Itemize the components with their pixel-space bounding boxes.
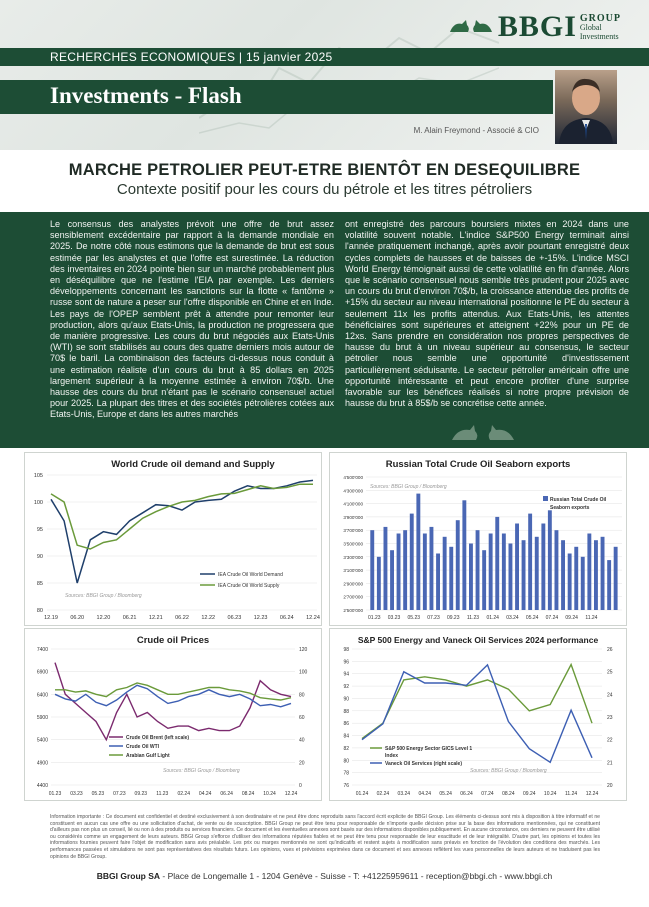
bar	[535, 537, 539, 610]
y-tick-label: 3'300'000	[343, 554, 363, 560]
x-tick-label: 02.24	[376, 791, 390, 797]
y-tick-label: 2'900'000	[343, 581, 363, 587]
legend-label: Seaborn exports	[550, 505, 590, 511]
bar	[555, 530, 559, 610]
x-tick-label: 07.23	[113, 791, 126, 797]
chart-russian-exports	[329, 452, 627, 626]
y-tick-label-right: 20	[607, 783, 613, 789]
bar	[403, 530, 407, 610]
y-tick-label: 80	[36, 608, 43, 614]
bar	[423, 534, 427, 611]
x-tick-label: 06.23	[227, 615, 242, 621]
series-line	[51, 480, 313, 583]
x-tick-label: 05.23	[91, 791, 105, 797]
x-tick-label: 09.24	[565, 615, 578, 621]
y-tick-label: 2'700'000	[343, 594, 363, 600]
legend-label: IEA Crude Oil World Supply	[218, 583, 280, 589]
bull-bear-icon	[448, 422, 518, 444]
y-tick-label-left: 78	[343, 770, 349, 777]
y-tick-label: 105	[33, 473, 43, 479]
bar	[601, 537, 605, 610]
footer-address: - Place de Longemalle 1 - 1204 Genève - Suisse - T: +41225959611 - reception@bbgi.ch - www.bbgi.ch	[160, 871, 553, 881]
x-tick-label: 01.24	[355, 791, 369, 797]
chart-title: Russian Total Crude Oil Seaborn exports	[385, 459, 571, 470]
bar	[384, 527, 388, 610]
page-subtitle: Contexte positif pour les cours du pétrole et les titres pétroliers	[116, 181, 533, 198]
bar	[614, 547, 618, 610]
y-tick-label-right: 20	[299, 760, 305, 767]
x-tick-label: 07.23	[427, 615, 440, 621]
chart-source: Sources: BBGI Group / Bloomberg	[470, 768, 547, 774]
bar	[436, 554, 440, 611]
x-tick-label: 12.24	[306, 615, 320, 621]
y-tick-label: 2'500'000	[343, 608, 363, 613]
x-tick-label: 08.24	[241, 791, 255, 797]
chart-source: Sources: BBGI Group / Bloomberg	[65, 593, 142, 599]
legend-label: Crude Oil Brent (left scale)	[126, 735, 190, 741]
y-tick-label: 3'900'000	[343, 514, 363, 520]
y-tick-label-left: 90	[343, 696, 349, 703]
y-tick-label: 4'500'000	[343, 475, 363, 480]
y-tick-label: 90	[36, 554, 43, 560]
x-tick-label: 03.23	[387, 615, 401, 621]
x-tick-label: 04.24	[418, 791, 431, 797]
legend-swatch	[543, 496, 548, 501]
x-tick-label: 09.23	[134, 791, 148, 797]
x-tick-label: 07.24	[481, 791, 494, 797]
bar	[502, 534, 506, 611]
x-tick-label: 09.23	[446, 615, 460, 621]
bar	[410, 514, 414, 610]
y-tick-label: 3'100'000	[343, 568, 363, 574]
x-tick-label: 01.24	[486, 615, 499, 621]
legend-label: IEA Crude Oil World Demand	[218, 572, 283, 578]
x-tick-label: 12.19	[44, 615, 58, 621]
bar	[515, 524, 519, 611]
y-tick-label-left: 86	[343, 721, 349, 728]
x-tick-label: 05.24	[525, 615, 539, 621]
bar	[548, 510, 552, 610]
x-tick-label: 08.24	[502, 791, 515, 797]
bar	[495, 517, 499, 610]
chart-canvas	[25, 453, 323, 627]
y-tick-label-right: 0	[299, 783, 302, 789]
y-tick-label-left: 5400	[36, 737, 48, 744]
bar	[476, 530, 480, 610]
footer-contact	[0, 871, 649, 881]
y-tick-label-left: 6900	[36, 669, 48, 676]
x-tick-label: 11.24	[585, 615, 598, 621]
y-tick-label-right: 80	[299, 692, 305, 699]
x-tick-label: 01.23	[368, 615, 381, 621]
y-tick-label-left: 92	[343, 684, 349, 691]
y-tick-label-left: 5900	[36, 715, 48, 721]
bar	[568, 554, 572, 611]
legend-label: S&P 500 Energy Sector GICS Level 1	[385, 746, 473, 752]
y-tick-label: 4'300'000	[343, 488, 363, 494]
x-tick-label: 11.23	[156, 791, 169, 797]
y-tick-label: 3'700'000	[343, 528, 363, 534]
brand-group-text: GROUP Global Investments	[579, 12, 621, 41]
bull-bear-logo-icon	[448, 16, 494, 38]
y-tick-label-left: 98	[343, 647, 349, 653]
y-tick-label-right: 120	[299, 647, 308, 653]
x-tick-label: 04.24	[198, 791, 212, 797]
x-tick-label: 06.20	[70, 615, 85, 621]
bar	[522, 540, 526, 610]
x-tick-label: 06.22	[175, 615, 189, 621]
y-tick-label-left: 88	[343, 708, 349, 715]
legend-label: Russian Total Crude Oil	[550, 497, 607, 503]
bar	[607, 560, 611, 610]
y-tick-label-right: 22	[607, 737, 613, 744]
bar	[469, 544, 473, 611]
author-portrait-icon	[555, 70, 617, 144]
chart-demand-supply	[24, 452, 322, 626]
bar	[390, 550, 394, 610]
article-body	[0, 212, 649, 448]
bar	[370, 530, 374, 610]
chart-canvas	[25, 629, 323, 802]
y-tick-label: 4'100'000	[343, 501, 363, 507]
y-tick-label-right: 26	[607, 647, 613, 653]
legend-label: Vaneck Oil Services (right scale)	[385, 761, 462, 767]
bar	[594, 540, 598, 610]
chart-canvas	[330, 629, 628, 802]
y-tick-label-right: 23	[607, 715, 613, 721]
x-tick-label: 05.24	[439, 791, 452, 797]
bar	[443, 537, 447, 610]
bar	[430, 527, 434, 610]
x-tick-label: 06.24	[460, 791, 473, 797]
y-tick-label-left: 80	[343, 758, 349, 765]
series-line	[55, 663, 291, 740]
bar	[509, 544, 513, 611]
x-tick-label: 01.23	[48, 791, 62, 797]
y-tick-label-right: 40	[299, 737, 305, 744]
bar	[541, 524, 545, 611]
header-band	[0, 0, 649, 150]
y-tick-label-right: 21	[607, 760, 613, 767]
legend-label: Arabian Gulf Light	[126, 753, 170, 759]
bar	[574, 547, 578, 610]
bar	[489, 534, 493, 611]
chart-sp500-vaneck	[329, 628, 627, 801]
y-tick-label-left: 7400	[36, 647, 48, 653]
x-tick-label: 09.24	[523, 791, 536, 797]
x-tick-label: 03.23	[70, 791, 83, 797]
y-tick-label-left: 76	[343, 783, 349, 789]
x-tick-label: 03.24	[506, 615, 519, 621]
chart-canvas	[330, 453, 628, 627]
y-tick-label: 100	[33, 500, 43, 506]
chart-title: World Crude oil demand and Supply	[111, 459, 275, 470]
x-tick-label: 06.21	[122, 615, 137, 621]
x-tick-label: 06.24	[279, 615, 294, 621]
x-tick-label: 10.24	[543, 791, 557, 797]
y-tick-label-right: 60	[299, 715, 305, 721]
research-date-label: RECHERCHES ECONOMIQUES | 15 janvier 2025	[50, 50, 333, 64]
bar	[377, 557, 381, 610]
bar	[416, 494, 420, 610]
y-tick-label-left: 4900	[36, 760, 48, 767]
research-topbar	[0, 48, 649, 66]
bar	[587, 534, 591, 611]
chart-title: Crude oil Prices	[136, 635, 210, 646]
x-tick-label: 12.22	[201, 615, 216, 621]
chart-crude-prices	[24, 628, 322, 801]
x-tick-label: 12.20	[96, 615, 111, 621]
bar	[482, 550, 486, 610]
y-tick-label-right: 100	[299, 669, 308, 676]
y-tick-label-left: 96	[343, 659, 349, 666]
y-tick-label-right: 24	[607, 692, 613, 699]
bar	[456, 520, 460, 610]
article-column-right: ont enregistré des parcours boursiers mixtes en 2024 dans une volatilité souvent notable. L'indice S&P500 Energy terminait ainsi l'année pratiquement inchangé, après avoir pourtant enregistré deux cycles complets de hausses et de baisses de +-15%. L'indice MSCI World Energy témoignait aussi de cette volatilité en fin d'année. Alors que le scénario consensuel nous semble très prudent pour 2025 avec un cours du brut d'environ 70$/b, la croissance attendue des profits de +15% du secteur au niveau international positionne le PE du secteur à seulement 11x les profits attendus. Aux Etats-Unis, les attentes bénéficiaires sont supérieures et atteignent +22% pour un PE de 12xs. Sans prendre en considération nos propres perspectives de hausse du brut à un niveau supérieur au consensus, le secteur pétrolier nous semble une opportunité d'investissement particulièrement séduisante. Le secteur pétrolier américain offre une opportunité intéressante et peut encore profiter d'une surprise favorable sur les bénéfices réalisés si notre propre prévision de hausse du brut à 85$/b se concrétise cette année.	[345, 219, 629, 409]
x-tick-label: 11.24	[565, 791, 578, 797]
x-tick-label: 11.23	[466, 615, 480, 621]
legend-label: Index	[385, 753, 399, 759]
x-tick-label: 12.21	[148, 615, 163, 621]
chart-title: S&P 500 Energy and Vaneck Oil Services 2024 performance	[357, 635, 599, 645]
bar	[581, 557, 585, 610]
chart-source: Sources: BBGI Group / Bloomberg	[370, 484, 447, 490]
chart-source: Sources: BBGI Group / Bloomberg	[163, 768, 240, 774]
x-tick-label: 12.24	[284, 791, 298, 797]
legend-label: Crude Oil WTI	[126, 744, 160, 750]
y-tick-label-right: 25	[607, 669, 613, 676]
article-column-left: Le consensus des analystes prévoit une offre de brut assez sensiblement excédentaire par rapport à la demande mondiale en 2025. De notre côté nous estimons que la demande de brut est sous estimée par les analystes et que l'offre est surestimée. La réduction des inventaires en 2024 pointe bien sur un marché probablement plus en déséquilibre que ne l'estime l'EIA par exemple. Les derniers développements concernant les sanctions sur la flotte « fantôme » russe sont de nature a peser sur l'offre disponible en Chine et en Inde. Les pays de l'OPEP semblent prêt à attendre pour remonter leur production, alors qu'aux Etats-Unis, la production ne progressera que de manière progressive. Les cours du brut négociés aux Etats-Unis (WTI) se sont stabilisés au cours des quatre derniers mois autour de 70$ le baril. La combinaison des facteurs ci-dessus nous conduit à une estimation réaliste d'un cours du brut à 85 dollars en 2025 largement supérieur à la moyenne estimée à environ 70$/b. Une hausse des cours du brut n'étant pas le scénario consensuel actuel pour 2025. La plupart des titres et des sociétés pétrolières cotées aux Etats-Unis, Europe et dans les autres marchés	[50, 219, 334, 420]
bar	[462, 500, 466, 610]
footer-company: BBGI Group SA	[96, 871, 161, 881]
y-tick-label: 85	[36, 581, 43, 587]
y-tick-label: 95	[36, 527, 43, 533]
x-tick-label: 03.24	[397, 791, 411, 797]
legal-disclaimer: Information importante : Ce document est confidentiel et destiné exclusivement à son destinataire et ne peut être donc reproduits sans l'accord écrit explicite de BBGI Group. Les éléments ci-dessus sont mis à disposition à titre informatif et ne constituent en aucun cas une offre ou une sollicitation d'achat, de vente ou de souscription. BBGI Group ne peut être tenu pour responsable de n'importe quelle décision prise sur la base des informations mentionnées, qui ne constituent d'ailleurs pas non plus un conseil, lié ou non à des produits ou services financiers. Ce document et les éventuelles annexes sont basés sur des informations disponibles publiquement. En aucune circonstance, ces derniers ne peuvent être utilisé ou considérés comme un engagement de leurs auteurs. BBGI Group s'efforce d'utiliser des informations réputées fiables et ne peut être tenu pour responsable de leur exactitude et de leur intégralité. D'autre part, les opinions et toutes les informations fournies peuvent faire l'objet de modification sans avis préalable. Les prix ou marges mentionnés ne sont qu'indicatifs et restent sujets à modification sans préavis en fonction de l'évolution des conditions des marchés. Les performances passées et simulations ne sont pas représentatives des résultats futurs. Les opinions, vues et prévisions exprimées dans ce document et ses annexes reflètent les vues personnelles de leurs auteurs et ne traduisent pas les opinions de BBGI Group.	[50, 814, 600, 860]
x-tick-label: 02.24	[177, 791, 190, 797]
bar	[528, 514, 532, 610]
x-tick-label: 06.24	[220, 791, 233, 797]
x-tick-label: 12.24	[585, 791, 599, 797]
bar	[561, 540, 565, 610]
bar	[397, 534, 401, 611]
page-title: MARCHE PETROLIER PEUT-ETRE BIENTÔT EN DESEQUILIBRE	[68, 161, 581, 179]
y-tick-label-left: 4400	[36, 783, 48, 789]
x-tick-label: 07.24	[545, 615, 559, 621]
brand-name: BBGI	[497, 10, 577, 43]
x-tick-label: 05.23	[407, 615, 421, 621]
y-tick-label-left: 6400	[36, 692, 48, 699]
y-tick-label-left: 84	[343, 733, 349, 740]
x-tick-label: 10.24	[263, 791, 276, 797]
x-tick-label: 12.23	[253, 615, 268, 621]
author-credit: M. Alain Freymond - Associé & CIO	[413, 126, 539, 135]
author-photo	[555, 70, 617, 144]
flash-banner	[0, 80, 553, 114]
y-tick-label-left: 82	[343, 745, 349, 752]
bar	[449, 547, 453, 610]
y-tick-label-left: 94	[343, 671, 349, 678]
y-tick-label: 3'500'000	[343, 541, 363, 547]
flash-title: Investments - Flash	[50, 83, 242, 108]
bbgi-logo	[448, 10, 621, 44]
